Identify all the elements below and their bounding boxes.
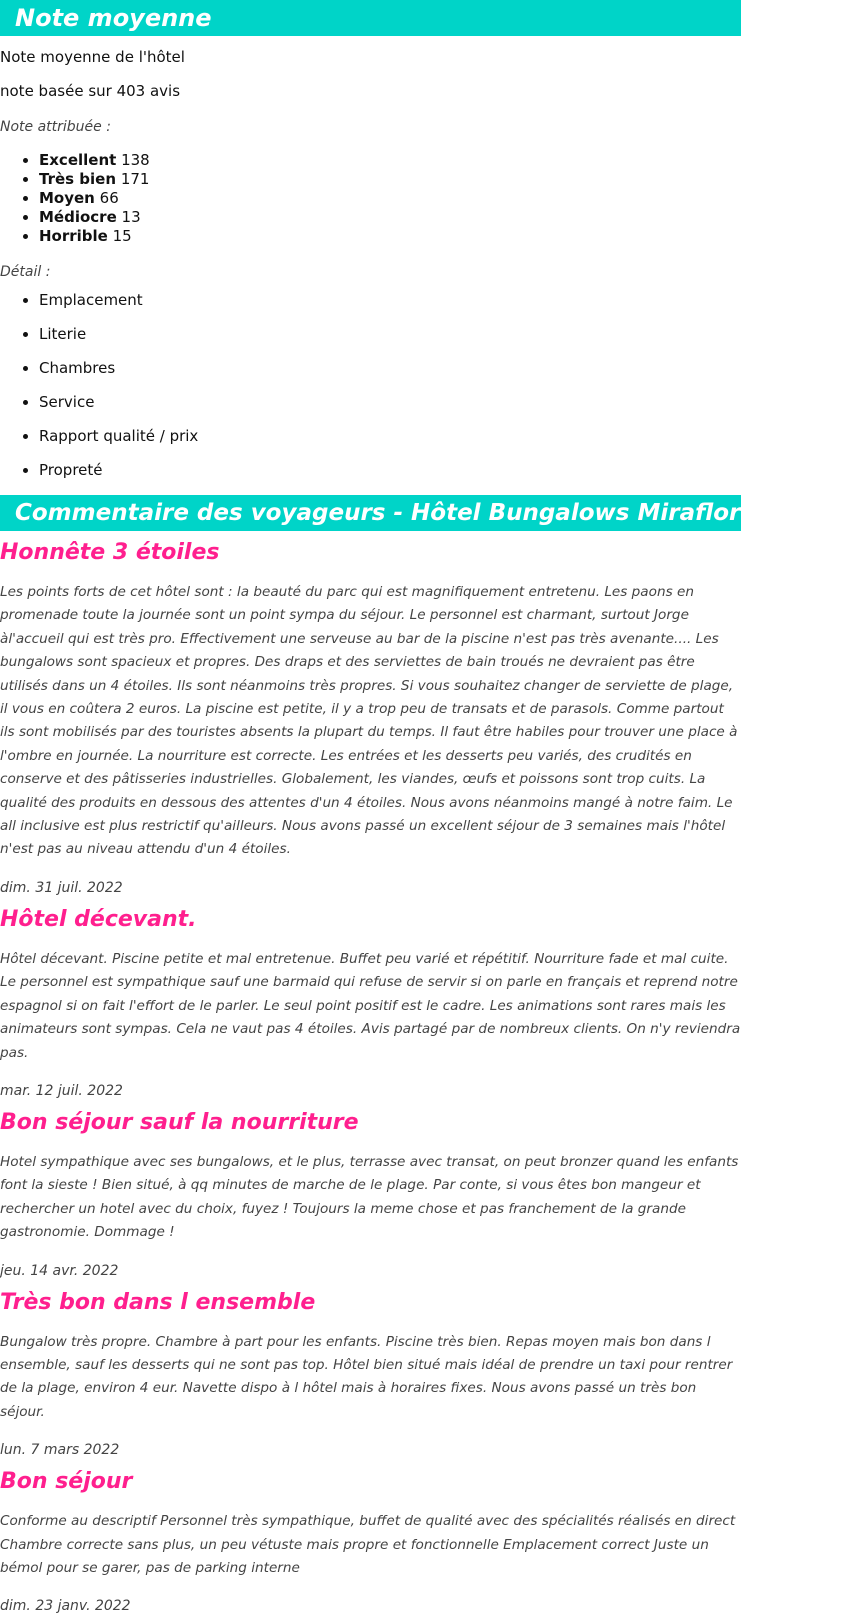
detail-item: • Literie: [39, 324, 741, 344]
review: [0, 1109, 741, 1281]
review-title: Honnête 3 étoiles: [0, 540, 220, 565]
review-count-text: note basée sur 403 avis: [0, 82, 181, 100]
review-date: lun. 7 mars 2022: [0, 1442, 120, 1459]
reviews-heading: Commentaire des voyageurs - Hôtel Bungalows Miraflor Suites 4*: [0, 495, 741, 531]
detail-label: Détail :: [0, 264, 51, 280]
rating-count-item: [39, 170, 741, 189]
rating-count-item: [39, 208, 741, 227]
review: [0, 1289, 741, 1461]
rating-count-label: Moyen: [39, 189, 95, 207]
rating-count-label: Horrible: [39, 227, 108, 245]
review: [0, 1468, 741, 1616]
rating-count-item: [39, 189, 741, 208]
hotel-rating-label: Note moyenne de l'hôtel: [0, 48, 185, 66]
review-title: Bon séjour sauf la nourriture: [0, 1109, 359, 1135]
review-body: Conforme au descriptif Personnel très sympathique, buffet de qualité avec des spécialités réalisés en direct Chambre correcte sans plus, un peu vétuste mais propre et fonctionnelle Emplacement correct Juste un bémol pour se garer, pas de parking interne: [0, 1513, 736, 1576]
rating-count-label: Excellent: [39, 151, 117, 169]
detail-item: • Service: [39, 392, 741, 412]
rating-count-label: Médiocre: [39, 208, 117, 226]
review-body: Hôtel décevant. Piscine petite et mal entretenue. Buffet peu varié et répétitif. Nourriture fade et mal cuite. Le personnel est sympathique sauf une barmaid qui refuse de servir si on parle en français et reprend notre espagnol si on fait l'effort de le parler. Le seul point positif est le cadre. Les animations sont rares mais les animateurs sont sympas. Cela ne vaut pas 4 étoiles. Avis partagé par de nombreux clients. On n'y reviendra pas.: [0, 950, 741, 1061]
rating-count-value: 13: [121, 208, 141, 226]
detail-item: • Chambres: [39, 358, 741, 378]
rating-count-value: 15: [112, 227, 132, 245]
review-date: dim. 23 janv. 2022: [0, 1598, 131, 1615]
review-date: dim. 31 juil. 2022: [0, 879, 123, 896]
rating-count-value: 66: [99, 189, 119, 207]
review-title: Hôtel décevant.: [0, 906, 197, 932]
detail-item: • Emplacement: [39, 290, 741, 310]
review-title: Très bon dans l ensemble: [0, 1289, 316, 1315]
review-body: Bungalow très propre. Chambre à part pour les enfants. Piscine très bien. Repas moyen mais bon dans l ensemble, sauf les desserts qui ne sont pas top. Hôtel bien situé mais idéal de prendre un taxi pour rentrer de la plage, environ 4 eur. Navette dispo à l hôtel mais à horaires fixes. Nous avons passé un très bon séjour.: [0, 1333, 733, 1420]
review-body: Hotel sympathique avec ses bungalows, et le plus, terrasse avec transat, on peut bronzer quand les enfants font la sieste ! Bien situé, à qq minutes de marche de le plage. Par conte, si vous êtes bon mangeur et rechercher un hotel avec du choix, fuyez ! Toujours la meme chose et pas franchement de la grande gastronomie. Dommage !: [0, 1153, 739, 1241]
rating-count-label: Très bien: [39, 170, 117, 188]
review: [0, 539, 741, 898]
rating-heading: Note moyenne: [0, 0, 741, 36]
rating-count-item: [39, 151, 741, 170]
review-body: Les points forts de cet hôtel sont : la beauté du parc qui est magnifiquement entretenu. Les paons en promenade toute la journée sont un point sympa du séjour. Le personnel est charmant, surtout Jorge àl'accueil qui est très pro. Effectivement une serveuse au bar de la piscine n'est pas très avenante.... Les bungalows sont spacieux et propres. Des draps et des serviettes de bain troués ne devraient pas être utilisés dans un 4 étoiles. Ils sont néanmoins très propres. Si vous souhaitez changer de serviette de plage, il vous en coûtera 2 euros. La piscine est petite, il y a trop peu de transats et de parasols. Comme partout ils sont mobilisés par des touristes absents la plupart du temps. Il faut être habiles pour trouver une place à l'ombre en journée. La nourriture est correcte. Les entrées et les desserts peu variés, des crudités en conserve et des pâtisseries industrielles. Globalement, les viandes, œufs et poissons sont trop cuits. La qualité des produits en dessous des attentes d'un 4 étoiles. Nous avons néanmoins mangé à notre faim. Le all inclusive est plus restrictif qu'ailleurs. Nous avons passé un excellent séjour de 3 semaines mais l'hôtel n'est pas au niveau attendu d'un 4 étoiles.: [0, 584, 738, 858]
attributed-rating-label: Note attribuée :: [0, 119, 111, 135]
rating-count-value: 171: [120, 170, 150, 188]
rating-count-value: 138: [121, 151, 150, 169]
rating-count-list: [0, 151, 741, 246]
rating-count-item: [39, 227, 741, 246]
detail-list: [0, 290, 741, 480]
detail-item: • Rapport qualité / prix: [39, 426, 741, 446]
review-date: mar. 12 juil. 2022: [0, 1082, 123, 1099]
review: [0, 906, 741, 1101]
review-date: jeu. 14 avr. 2022: [0, 1262, 119, 1279]
detail-item: • Propreté: [39, 460, 741, 480]
review-title: Bon séjour: [0, 1469, 133, 1495]
